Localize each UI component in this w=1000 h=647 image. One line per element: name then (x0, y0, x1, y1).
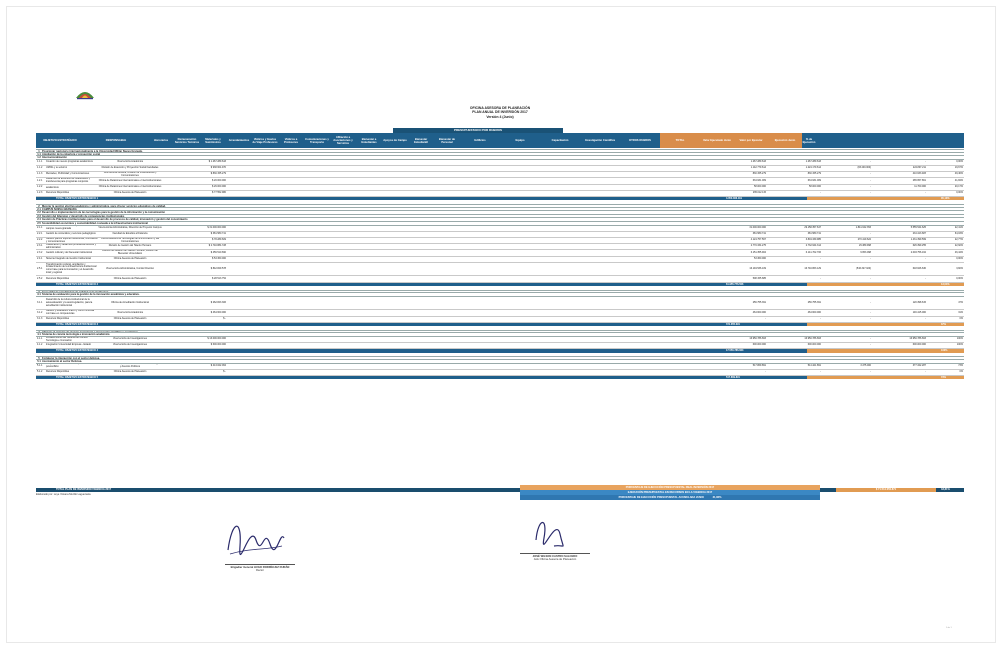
row-index: 1.2.2 (37, 184, 43, 188)
program-title: CAMPUS NUEVA GRANADA (42, 207, 77, 211)
first-budget-value: $ 1.267.289.643 (208, 159, 226, 163)
execution-percent: 41,84% (954, 178, 963, 182)
executed-value: 634.931.009 (807, 178, 821, 182)
pending-value: - (870, 256, 871, 260)
page-number: 1 de 1 (946, 627, 952, 629)
june-execution-value: 410.633.483 (912, 172, 926, 176)
executed-value: 830.155.279 (807, 172, 821, 176)
responsible: Facultad de Estudios a Distancia (112, 231, 148, 235)
column-header: Bienestar de Personal (438, 137, 456, 144)
first-budget-value: $ 20.000.000 (212, 178, 226, 182)
pending-value: - (870, 172, 871, 176)
first-budget-value: $ 456.510.690 (210, 250, 226, 254)
column-header: Apoyos de Campo (383, 139, 407, 142)
june-execution-value: 5.555.544.625 (910, 225, 926, 229)
band-accumulated-value: 31,82% (712, 496, 722, 499)
project-name: Diversificación de las redes de servicios académicos (46, 184, 89, 190)
document-header (330, 106, 670, 119)
execution-percent: 22,92% (954, 244, 963, 248)
program-title: Sostenibilidad económica y sustentabilidad costeada a la infraestructura institucional (42, 222, 148, 225)
total-value: 265.012.115 (752, 190, 766, 194)
executed-value: - (820, 370, 821, 374)
pending-value: 9.653.098 (860, 250, 871, 254)
band-accumulated-execution (520, 495, 820, 500)
row-index: 4.1.2 (37, 343, 43, 347)
responsible: Oficina de Acreditación Institucional (111, 300, 149, 304)
first-budget-value: $ 31.000.000.000 (207, 225, 226, 229)
program-number: 3.1 (37, 293, 41, 297)
objective-total-row (36, 197, 964, 200)
band-real-execution: PORCENTAJE DE EJECUCIÓN PRESUPUESTAL REAL INVERSIÓN 2017 (520, 485, 820, 490)
column-header: OTROS RUBROS (629, 139, 651, 142)
june-execution-value: 1.431.399.599 (910, 238, 926, 242)
rector-name: Brigadier General HUGO RODRÍGUEZ DURÁN (230, 565, 290, 569)
executed-value: 256.755.391 (807, 300, 821, 304)
row-index: 1.2.1 (37, 178, 43, 182)
responsible: División de Gestión del Talento Humano, División de Bienestar Universitario (102, 250, 158, 255)
objective-total-label: TOTAL OBJETIVO ESTRATÉGICO 5 (56, 376, 99, 380)
june-execution-value: - (925, 276, 926, 280)
program-title: Sistema de evaluación para la gestión de la innovación académica y educativa. (42, 293, 140, 297)
total-value: 517.869.891 (752, 363, 766, 367)
objective-total-pct: 35,10% (941, 197, 950, 200)
program-number: 2.3 (37, 214, 41, 218)
execution-percent: 100% (956, 337, 963, 341)
total-value: 2.770.334.275 (750, 244, 766, 248)
row-index: 1.1.2 (37, 166, 43, 170)
column-header: RESPONSABLE (105, 139, 127, 142)
column-header: Remuneración Servicios Técnicos (174, 137, 200, 144)
pending-value: (83.400.000) (857, 166, 871, 170)
execution-percent: 49,46% (954, 172, 963, 176)
executed-value: 464.600.000 (807, 310, 821, 314)
pending-value: - (870, 343, 871, 347)
objective-title: Posicionar nacional e internacionalmente a la Universidad Militar Nueva Granada. (42, 150, 143, 153)
band-execution-resources: EJECUCIÓN PRESUPUESTAL EN RECURSOS EN LA VIGENCIA 2017 (520, 490, 820, 495)
objective-total-row (36, 323, 964, 326)
program-title: Sistema de ciencia tecnología e innovación académica (42, 333, 110, 337)
pending-value: - (870, 337, 871, 341)
june-execution-value: 146.415.000 (912, 310, 926, 314)
execution-percent: 22,77% (954, 238, 963, 242)
project-name: Recursos Disponibles (46, 276, 70, 280)
column-header: Investigación Científica (584, 139, 616, 142)
pending-value: 3.475.000 (860, 363, 871, 367)
rector-signature-icon (220, 510, 290, 565)
responsible: Oficina Asesora de Planeación (113, 190, 147, 194)
row-index: 2.2.2 (37, 238, 43, 242)
first-budget-value: $ 78.289.609 (212, 238, 226, 242)
execution-percent: 3,82% (956, 266, 963, 270)
column-header: Honorarios (153, 139, 169, 142)
june-execution-value: 265.657.861 (912, 178, 926, 182)
pending-value: 1.841.642.353 (855, 225, 871, 229)
execution-percent: 19,67% (954, 166, 963, 170)
project-name: Gestión cultural y del bienestar institucional (46, 250, 92, 254)
project-name: Gestión de contenidos y recursos pedagógicos (46, 231, 96, 235)
total-value: 6.151.355.904 (750, 250, 766, 254)
executed-value: - (820, 256, 821, 260)
executed-value: - (820, 190, 821, 194)
responsible: Vicerrectoría General, División de Publicaciones y Comunicaciones (103, 172, 157, 177)
pending-value: - (870, 310, 871, 314)
executed-value: 29.158.357.647 (804, 225, 821, 229)
june-execution-value: 120.398.615 (912, 300, 926, 304)
execution-percent: 47% (958, 300, 963, 304)
june-execution-value: - (925, 370, 926, 374)
objective-total-sum: 61.955.776.506 (726, 282, 744, 286)
first-budget-value: $ 53.360.000 (212, 256, 226, 260)
project-name: UMNG y su entorno (46, 166, 68, 170)
column-header: TOTAL (660, 133, 700, 148)
planning-signature-icon (530, 510, 570, 552)
prepared-by-note: Elaborado por: Leye Viviana Murillo Lagueruela (36, 493, 91, 496)
responsible: Vicerrectoría Académica (117, 159, 143, 163)
responsible: Oficina Asesora de Planeación (113, 256, 147, 260)
planning-signature-block (500, 553, 610, 562)
program-title: Acercamiento al sector Defensa. (42, 360, 83, 364)
pending-value: - (870, 178, 871, 182)
row-index: 3.1.3 (37, 316, 43, 320)
row-index: 2.5.1 (37, 266, 43, 270)
objective-title: Consolidar la acreditación de calidad en la institución. (42, 290, 110, 294)
june-execution-value: - (925, 190, 926, 194)
executed-value: 2.732.944.314 (805, 244, 821, 248)
column-header: Equipo (515, 139, 525, 142)
first-budget-value: $ 464.600.000 (210, 310, 226, 314)
grand-total-label: TOTAL PLAN DE INVERSIÓN VIGENCIA 2017 (56, 488, 112, 491)
row-index: 1.1.1 (37, 159, 43, 163)
row-index: 2.2.1 (37, 231, 43, 235)
objective-total-pct: 73% (941, 376, 947, 380)
column-header: Viáticos y Gastos de Viaje Profesores (252, 137, 278, 144)
executed-value: - (820, 316, 821, 320)
total-value: 1.267.289.643 (750, 159, 766, 163)
column-header: Valor por Ejecutar (734, 133, 768, 148)
first-budget-value: $ - (223, 316, 226, 320)
pending-value: (546.327.020) (856, 266, 871, 270)
pending-value: - (870, 231, 871, 235)
row-index: 2.3.1 (37, 244, 43, 248)
responsible: Vicerrectoría Académica (117, 310, 143, 314)
june-execution-value: 2.003.756.162 (910, 250, 926, 254)
execution-percent: 0,00% (956, 190, 963, 194)
pending-value: - (870, 370, 871, 374)
project-name: Gestión y evaluación macro y micro curricular con base en competencias (46, 310, 95, 316)
first-budget-value: $ 262.823.306 (210, 300, 226, 304)
june-execution-value: 11.700.000 (914, 184, 926, 188)
responsible: Vicerrectoría de Investigaciones (113, 337, 147, 341)
total-value: 4.124.757.567 (750, 238, 766, 242)
total-value: 830.155.279 (752, 172, 766, 176)
total-value: 58.000.000 (754, 184, 766, 188)
total-value: 256.755.391 (752, 300, 766, 304)
pending-value: - (870, 300, 871, 304)
objective-number: 3 (38, 290, 40, 294)
responsible: Oficina Asesora de Planeación (113, 316, 147, 320)
planning-role: Jefe Oficina Asesora de Planeación (533, 558, 577, 562)
objective-total-label: TOTAL OBJETIVO ESTRATÉGICO 4 (56, 349, 99, 353)
signature-line (225, 564, 295, 565)
objective-total-sum: 517.869.891 (726, 376, 740, 380)
grand-total-row (36, 488, 964, 492)
pending-value: 29.389.998 (859, 244, 871, 248)
execution-percent: 46,44% (954, 250, 963, 254)
row-index: 1.2.3 (37, 190, 43, 194)
june-execution-value: - (925, 256, 926, 260)
total-value: 31.000.000.000 (749, 225, 766, 229)
objective-total-row (36, 349, 964, 352)
execution-percent: 100% (956, 343, 963, 347)
project-name: Creación de nuevos programas académicos (46, 159, 93, 163)
program-number: 1.2 (37, 156, 41, 160)
executed-value: 514.421.891 (807, 363, 821, 367)
responsible: Oficina de Relaciones Internacionales e Interinstitucionales (98, 178, 162, 182)
june-execution-value: 618.626.630 (912, 266, 926, 270)
execution-percent: 64,03% (954, 231, 963, 235)
june-execution-value: 224.807.211 (912, 166, 926, 170)
objective-number: 5 (38, 357, 40, 361)
objective-total-sum: 4.050.366.119 (726, 197, 742, 200)
total-value: - (765, 370, 766, 374)
row-index: 2.3.2 (37, 250, 43, 254)
pending-value: - (870, 316, 871, 320)
table-row (36, 297, 964, 311)
june-execution-value: 600.000.000 (912, 343, 926, 347)
column-header: Bienestar Estudiantil (414, 137, 428, 144)
row-index: 2.4.1 (37, 256, 43, 260)
project-name: Integración Universidad Empresa - Estado (46, 343, 91, 347)
row-index: 2.5.2 (37, 276, 43, 280)
first-budget-value: $ 938.604.970 (210, 166, 226, 170)
project-name: Desarrollo de la cultura institucional de la autoevaluación y la autorregulación, para la acreditación institucional (46, 297, 93, 307)
execution-percent: 0% (959, 370, 963, 374)
rector-role: Rector (256, 569, 264, 573)
program-number: 2.5 (37, 222, 41, 225)
program-title: Gestión de Prácticas institucionales para el desarrollo de procesos de calidad, innovación y gestión del conocimiento (42, 218, 188, 222)
grand-total-pct: 33,81% (941, 488, 950, 491)
first-budget-value: $ 77.552.980 (212, 190, 226, 194)
project-name: Cualificación y desarrollo profesional docente y administrativo (46, 244, 96, 249)
project-name: Recursos Disponibles (46, 316, 70, 320)
objective-total-sum: 17.550.786.663 (726, 349, 744, 353)
budget-header: PRESUPUESTADO POR RUBROS (393, 128, 563, 133)
execution-percent: 20,17% (954, 184, 963, 188)
signature-line (520, 553, 590, 554)
responsible: Vicerrectoría Administrativa, Comité Directivo (106, 266, 154, 270)
first-budget-value: $ 13.000.000.000 (207, 337, 226, 341)
execution-percent: 0,00% (956, 276, 963, 280)
row-index: 4.1.1 (37, 337, 43, 341)
execution-percent: 73% (958, 363, 963, 367)
total-value: 16.950.786.663 (749, 337, 766, 341)
column-header: % de Ejecución (802, 137, 816, 144)
executed-value: - (820, 276, 821, 280)
band-accumulated-label: PORCENTAJE DE EJECUCIÓN PRESUPUESTAL ACUMULADA JUNIO (618, 496, 704, 499)
column-header: OBJETIVO ESTRATÉGICO (43, 139, 77, 142)
column-header: Afiliación a Asociaciones y Servicios (333, 136, 353, 145)
program-title: Internacionalización (42, 156, 67, 160)
project-name: Fortalecimiento del Sistema de Ciencia Tecnología e Innovación (46, 337, 88, 342)
total-value: 634.931.009 (752, 178, 766, 182)
program-number: 2.2 (37, 211, 41, 215)
executed-value: 16.740.863.129 (804, 266, 821, 270)
responsible: Vicerrectoría de Investigaciones (113, 343, 147, 347)
june-execution-value: 16.950.786.663 (909, 337, 926, 341)
row-index: 3.1.1 (37, 300, 43, 304)
column-header: Viáticos a Profesores (283, 137, 299, 144)
version-title: Versión 4 (Junio) (486, 114, 514, 119)
project-name: Mercadeo, Publicidad y Comunicaciones (46, 172, 90, 176)
responsible: Oficina Asesora de Tecnologías de la Información y las Comunicaciones (100, 238, 160, 243)
row-index: 2.1.1 (37, 225, 43, 229)
june-execution-value: - (925, 159, 926, 163)
executed-value: 381.580.741 (807, 231, 821, 235)
first-budget-value: $ 28.513.752 (212, 276, 226, 280)
executed-value: 1.267.289.643 (805, 159, 821, 163)
objective-title: Fortalecer la interacción con el sector defensa. (42, 357, 100, 361)
total-value: 381.580.741 (752, 231, 766, 235)
execution-percent: 0,00% (956, 256, 963, 260)
grand-total-ejec: $ 71.514.050.871 (836, 488, 936, 492)
column-header: Valor Ejecutado Junio (700, 133, 734, 148)
row-index: 5.1.2 (37, 370, 43, 374)
responsible: Oficina de Relaciones Internacionales e Interinstitucionales (98, 184, 162, 188)
project-name: Recursos Disponibles (46, 190, 70, 194)
objective-total-label: TOTAL OBJETIVO ESTRATÉGICO 3 (56, 322, 99, 326)
program-number: 2.4 (37, 218, 41, 222)
responsible: Vicerrectoría Administrativa, Dirección de Proyecto Campus (98, 225, 162, 229)
program-number: 1.1 (37, 152, 41, 156)
program-title: Gestión del liderazgo y desarrollo de competencias institucionales (42, 214, 125, 218)
june-execution-value: 377.342.287 (912, 363, 926, 367)
first-budget-value: $ 2.740.884.728 (208, 244, 226, 248)
column-header: Arrendamientos (228, 139, 250, 142)
objective-total-label: TOTAL OBJETIVO ESTRATÉGICO 2 (56, 282, 99, 286)
execution-percent: 31% (958, 310, 963, 314)
column-header: Ejecución Junio (768, 133, 802, 148)
row-index: 5.1.1 (37, 363, 43, 367)
executed-value: 1.224.179.614 (805, 166, 821, 170)
objective-total-pct: 13,01% (941, 282, 950, 286)
project-name: Gestión para el soporte institucional, información y comunicaciones (46, 238, 98, 243)
total-value: 600.000.000 (752, 343, 766, 347)
row-index: 3.1.2 (37, 310, 43, 314)
first-budget-value: $ - (223, 370, 226, 374)
project-name: Sistema Integrado de Gestión Institucional (46, 256, 91, 260)
first-budget-value: $ 830.155.279 (210, 172, 226, 176)
rector-signature-block (205, 564, 315, 573)
planning-name: JOSÉ WILSON CASTRO SALCEDO (532, 554, 578, 558)
objective-title: Mejorar la gestión efectiva académica y administrativa, para ofrecer servicios educativos de calidad. (42, 205, 166, 208)
responsible: División de Extensión y Proyección Social Facultades (101, 166, 159, 170)
table-header (36, 133, 964, 148)
project-name: Desarrollo de acuerdos de colaboración y transferencia para programas conjuntos (46, 178, 91, 183)
program-title: Ampliación de la cobertura y proyección social (42, 152, 101, 156)
first-budget-value: $ 26.000.000 (212, 184, 226, 188)
column-header: Edificios (474, 139, 486, 142)
pending-value: - (870, 184, 871, 188)
objective-total-pct: 100% (941, 349, 948, 353)
row-index: 1.1.3 (37, 172, 43, 176)
office-title: OFICINA ASESORA DE PLANEACIÓN (469, 106, 531, 110)
pending-value: - (870, 159, 871, 163)
column-header: Materiales y Suministros (205, 137, 221, 144)
first-budget-value: $ 842.829.578 (210, 266, 226, 270)
objective-total-row (36, 283, 964, 286)
executed-value: 58.000.000 (809, 184, 821, 188)
plan-title: PLAN ANUAL DE INVERSIÓN 2017 (472, 110, 528, 115)
objective-total-row (36, 376, 964, 379)
program-number: 2.1 (37, 207, 41, 211)
total-value: 1.142.779.614 (750, 166, 766, 170)
objective-total-sum: 721.355.391 (726, 322, 740, 326)
program-number: 5.1 (37, 360, 41, 364)
total-value: 464.600.000 (752, 310, 766, 314)
column-header: Bienestar a Estudiantes (361, 137, 377, 144)
first-budget-value: $ 381.580.741 (210, 231, 226, 235)
objective-number: 4 (38, 330, 40, 334)
june-execution-value: - (925, 316, 926, 320)
objective-number: 2 (38, 205, 40, 208)
column-header: Comunicaciones y Transporte (305, 137, 329, 144)
pending-value: 270.419.622 (857, 238, 871, 242)
objective-number: 1 (38, 150, 40, 153)
responsible: División de Gestión del Talento Humano (108, 244, 152, 248)
project-name: Cooperación interinstitucional para el posconflicto (46, 363, 86, 369)
first-budget-value: $ 413.022.064 (210, 363, 226, 367)
june-execution-value: 234.413.687 (912, 231, 926, 235)
objective-title: Afianzar el sistema de ciencia, tecnología e innovación científica y académica. (42, 330, 139, 334)
pending-value: - (870, 190, 871, 194)
total-value: 53.360.000 (754, 256, 766, 260)
project-name: Recursos Disponibles (46, 370, 70, 374)
execution-percent: 0% (959, 316, 963, 320)
responsible: Oficina Asesora de Planeación (113, 276, 147, 280)
executed-value: 3.804.339.985 (805, 238, 821, 242)
table-row (36, 263, 964, 277)
responsible: Vicerrectoría General, Instituto de Estudios Geoestratégicos y Asuntos Políticos (98, 363, 162, 369)
executed-value: 6.141.702.706 (805, 250, 821, 254)
executed-value: 600.000.000 (807, 343, 821, 347)
column-header: Capacitación (551, 139, 569, 142)
university-seal-icon (74, 84, 96, 102)
project-name: Transformación cultural, ampliación y fortalecimiento de la infraestructura institucional como base para la innovación y el desarrollo local y regional (46, 262, 97, 274)
program-number: 4.1 (37, 333, 41, 337)
executed-value: 16.950.786.663 (804, 337, 821, 341)
pending-value: - (870, 276, 871, 280)
total-value: 16.194.536.109 (749, 266, 766, 270)
execution-percent: 22,41% (954, 225, 963, 229)
objective-total-label: TOTAL OBJETIVO ESTRATÉGICO 1 (56, 197, 99, 200)
total-value: - (765, 316, 766, 320)
objective-total-pct: 37% (941, 322, 947, 326)
june-execution-value: 626.399.255 (912, 244, 926, 248)
program-title: Desarrollo e implementación de las tecnologías para la gestión de la información y la comunicación (42, 211, 166, 215)
total-value: 508.155.685 (752, 276, 766, 280)
responsible: Oficina Asesora de Planeación (113, 370, 147, 374)
execution-percent: 0,00% (956, 159, 963, 163)
project-name: Gestión del desarrollo físico para la adecuación campus nueva granada (46, 225, 97, 231)
first-budget-value: $ 600.000.000 (210, 343, 226, 347)
